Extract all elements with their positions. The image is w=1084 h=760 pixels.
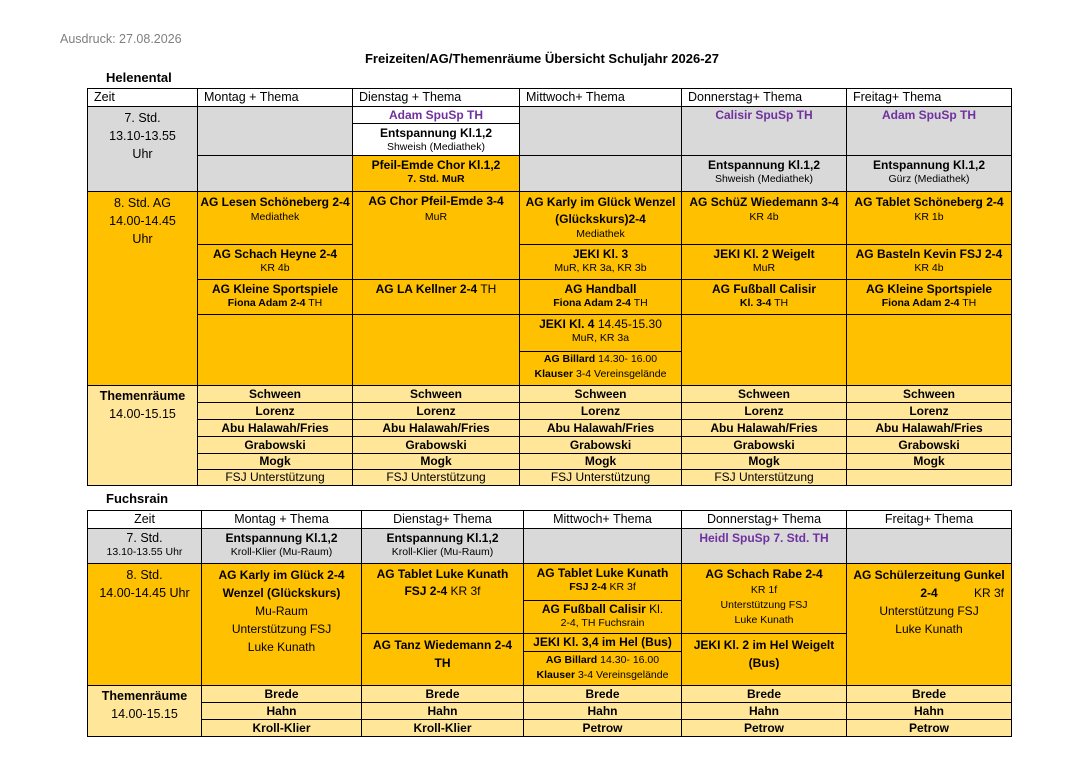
slot-cell (847, 564, 1012, 686)
slot-title: AG SchüZ Wiedemann 3-4 (689, 195, 839, 209)
slot-cell (353, 280, 520, 315)
time-cell: 7. Std. 13.10-13.55 Uhr (88, 529, 202, 564)
teacher-cell: Grabowski (520, 437, 682, 454)
slot-room: KR 1b (914, 211, 944, 223)
slot-title: Entspannung Kl.1,2 (386, 531, 499, 545)
teacher-cell: Lorenz (353, 403, 520, 420)
teacher-cell: Grabowski (847, 437, 1012, 454)
teacher-cell: Abu Halawah/Fries (198, 420, 353, 437)
fsj-cell: FSJ Unterstützung (682, 470, 847, 486)
teacher-cell: Brede (847, 686, 1012, 703)
slot-title: AG Billard (543, 353, 596, 365)
slot-title: JEKI Kl. 3 (572, 247, 629, 261)
page-title: Freizeiten/AG/Themenräume Übersicht Schuljahr 2026-27 (364, 51, 719, 66)
teacher-cell: Hahn (362, 703, 524, 720)
teacher-cell: Abu Halawah/Fries (520, 420, 682, 437)
slot-cell (353, 107, 520, 156)
slot-time: 14.30- 16.00 (598, 353, 658, 365)
slot-title: Entspannung Kl.1,2 (872, 158, 985, 172)
col-header: Donnerstag+ Thema (682, 511, 847, 529)
slot-room: Gürz (Mediathek) (888, 173, 970, 185)
fuchsrain-table (87, 510, 1012, 737)
empty-cell (847, 470, 1012, 486)
slot-room: MuR (424, 211, 448, 223)
slot-cell (198, 245, 353, 280)
slot-room: MuR, KR 3a (571, 332, 630, 344)
slot-cell (682, 107, 847, 156)
slot-room: 7. Std. MuR (407, 173, 465, 185)
slot-cell (847, 156, 1012, 192)
slot-room: MuR (752, 262, 776, 274)
slot-note: Unterstützung FSJ (231, 622, 332, 636)
empty-cell (198, 107, 353, 156)
teacher-cell: Lorenz (847, 403, 1012, 420)
fsj-cell: FSJ Unterstützung (520, 470, 682, 486)
slot-title: Adam SpuSp TH (353, 107, 519, 124)
slot-title: AG Chor Pfeil-Emde 3-4 (368, 194, 504, 208)
slot-cell (202, 564, 362, 686)
slot-cell (682, 192, 847, 245)
col-header: Dienstag+ Thema (362, 511, 524, 529)
slot-title: JEKI Kl. 2 im Hel Weigelt (Bus) (693, 638, 835, 670)
teacher-cell: Grabowski (198, 437, 353, 454)
slot-room: KR 4b (749, 211, 779, 223)
slot-title: AG Karly im Glück Wenzel (Glückskurs)2-4 (525, 195, 676, 226)
slot-title: AG Lesen Schöneberg 2-4 (200, 195, 350, 209)
slot-room: 3-4 Vereinsgelände (577, 669, 669, 681)
slot-room: TH (774, 297, 789, 309)
teacher-cell: Hahn (682, 703, 847, 720)
teacher-cell: Abu Halawah/Fries (682, 420, 847, 437)
slot-room: KR 3f (609, 581, 636, 593)
helenental-table (87, 88, 1012, 486)
teacher-cell: Brede (682, 686, 847, 703)
slot-cell (524, 634, 682, 686)
teacher-cell: Grabowski (682, 437, 847, 454)
teacher-cell: Mogk (198, 454, 353, 470)
section-title-helenental: Helenental (106, 70, 172, 85)
empty-cell (520, 156, 682, 192)
slot-time: 14.30- 16.00 (600, 654, 660, 666)
slot-title: AG Basteln Kevin FSJ 2-4 (855, 247, 1003, 261)
slot-title: JEKI Kl. 3,4 im Hel (Bus) (524, 634, 681, 652)
empty-cell (847, 315, 1012, 386)
slot-cell (520, 315, 682, 386)
slot-title: AG Schülerzeitung Gunkel 2-4 (853, 568, 1005, 600)
col-header: Mittwoch+ Thema (524, 511, 682, 529)
slot-room: KR 1f (750, 584, 778, 596)
empty-cell (524, 529, 682, 564)
slot-cell (198, 192, 353, 245)
slot-title: AG Tablet Schöneberg 2-4 (854, 195, 1004, 209)
teacher-cell: Lorenz (682, 403, 847, 420)
slot-title: AG Fußball Calisir (711, 282, 816, 296)
slot-room: Shweish (Mediathek) (714, 173, 814, 185)
teacher-cell: Hahn (847, 703, 1012, 720)
teacher-cell: Brede (202, 686, 362, 703)
teacher-cell: Brede (362, 686, 524, 703)
empty-cell (198, 156, 353, 192)
col-header: Freitag+ Thema (847, 89, 1012, 107)
slot-cell (362, 564, 524, 634)
slot-title: Pfeil-Emde Chor Kl.1,2 (371, 158, 501, 172)
slot-cell (682, 529, 847, 564)
slot-room: TH (480, 282, 497, 296)
slot-room: TH (962, 297, 977, 309)
time-cell: 8. Std. 14.00-14.45 Uhr (88, 564, 202, 686)
slot-cell (682, 634, 847, 686)
slot-note: Unterstützung FSJ (720, 599, 808, 611)
slot-title: AG Schach Rabe 2-4 (705, 567, 823, 581)
section-title-fuchsrain: Fuchsrain (106, 491, 169, 506)
slot-cell (198, 280, 353, 315)
slot-cell (362, 634, 524, 686)
slot-time: 14.45-15.30 (597, 317, 662, 331)
teacher-cell: Petrow (847, 720, 1012, 737)
teacher-cell: Mogk (847, 454, 1012, 470)
slot-title: AG LA Kellner 2-4 (375, 282, 478, 296)
teacher-cell: Lorenz (198, 403, 353, 420)
slot-cell (682, 564, 847, 634)
time-cell: Themenräume 14.00-15.15 (88, 386, 198, 486)
teacher-cell: Kroll-Klier (202, 720, 362, 737)
slot-title: Adam SpuSp TH (881, 108, 976, 122)
slot-teacher: Kl. 3-4 (739, 297, 772, 309)
slot-cell (682, 245, 847, 280)
slot-room: Kroll-Klier (Mu-Raum) (230, 546, 333, 558)
slot-teacher: Klauser (536, 669, 576, 681)
slot-room: MuR, KR 3a, KR 3b (554, 262, 647, 274)
fsj-cell: FSJ Unterstützung (198, 470, 353, 486)
time-cell: 8. Std. AG 14.00-14.45 Uhr (88, 192, 198, 386)
teacher-cell: Mogk (520, 454, 682, 470)
col-header: Montag + Thema (198, 89, 353, 107)
slot-title: AG Kleine Sportspiele (865, 282, 993, 296)
slot-teacher: Fiona Adam 2-4 (553, 297, 632, 309)
slot-title: JEKI Kl. 4 (539, 317, 595, 331)
slot-cell (202, 529, 362, 564)
slot-teacher: Klauser (534, 368, 574, 380)
col-header: Dienstag + Thema (353, 89, 520, 107)
empty-cell (353, 315, 520, 386)
print-date: Ausdruck: 27.08.2026 (60, 32, 182, 46)
slot-cell (520, 245, 682, 280)
teacher-cell: Schween (198, 386, 353, 403)
teacher-cell: Mogk (682, 454, 847, 470)
teacher-cell: Mogk (353, 454, 520, 470)
empty-cell (847, 529, 1012, 564)
slot-cell (362, 529, 524, 564)
slot-cell (353, 192, 520, 280)
teacher-cell: Schween (682, 386, 847, 403)
slot-room: TH (633, 297, 648, 309)
col-header: Zeit (88, 511, 202, 529)
slot-cell (682, 280, 847, 315)
teacher-cell: Grabowski (353, 437, 520, 454)
slot-title: AG Tablet Luke Kunath (376, 567, 509, 581)
teacher-cell: Schween (520, 386, 682, 403)
time-cell: 7. Std. 13.10-13.55 Uhr (88, 107, 198, 192)
slot-note: Unterstützung FSJ (879, 604, 979, 618)
slot-title: AG Kleine Sportspiele (211, 282, 339, 296)
slot-room: KR 3f (973, 586, 1004, 600)
teacher-cell: Abu Halawah/Fries (847, 420, 1012, 437)
slot-teacher: FSJ 2-4 (569, 581, 607, 593)
slot-title: AG Karly im Glück 2-4 Wenzel (Glückskurs) (218, 568, 345, 600)
slot-room: Mediathek (250, 211, 300, 223)
slot-room: Shweish (Mediathek) (386, 141, 486, 153)
slot-room: 2-4, TH Fuchsrain (560, 617, 645, 629)
teacher-cell: Abu Halawah/Fries (353, 420, 520, 437)
slot-cell (847, 107, 1012, 156)
slot-title: Entspannung Kl.1,2 (225, 531, 338, 545)
col-header: Donnerstag+ Thema (682, 89, 847, 107)
teacher-cell: Schween (353, 386, 520, 403)
slot-title: AG Handball (564, 282, 637, 296)
slot-title: JEKI Kl. 2 Weigelt (713, 247, 815, 261)
slot-title: Heidl SpuSp 7. Std. TH (699, 531, 829, 545)
empty-cell (682, 315, 847, 386)
teacher-cell: Brede (524, 686, 682, 703)
slot-cell (847, 280, 1012, 315)
slot-cell (520, 280, 682, 315)
time-cell: Themenräume 14.00-15.15 (88, 686, 202, 737)
slot-room: Mediathek (576, 228, 625, 240)
slot-teacher: Luke Kunath (247, 640, 316, 654)
slot-teacher: FSJ 2-4 (404, 584, 448, 598)
teacher-cell: Hahn (202, 703, 362, 720)
teacher-cell: Lorenz (520, 403, 682, 420)
slot-cell (682, 156, 847, 192)
teacher-cell: Kroll-Klier (362, 720, 524, 737)
slot-title: AG Fußball Calisir (541, 602, 646, 616)
slot-room: KR 3f (450, 584, 481, 598)
slot-title: Entspannung Kl.1,2 (707, 158, 820, 172)
slot-teacher: Luke Kunath (734, 614, 794, 626)
teacher-cell: Hahn (524, 703, 682, 720)
slot-room: KR 4b (260, 262, 290, 274)
slot-title: Entspannung Kl.1,2 (379, 126, 492, 140)
slot-teacher: Fiona Adam 2-4 (227, 297, 306, 309)
fsj-cell: FSJ Unterstützung (353, 470, 520, 486)
slot-teacher: Fiona Adam 2-4 (881, 297, 960, 309)
slot-cell: AG Tablet Luke Kunath FSJ 2-4 KR 3f AG Fußball Calisir Kl. 2-4, TH Fuchsrain (524, 564, 682, 634)
slot-room: 3-4 Vereinsgelände (575, 368, 667, 380)
slot-cell (353, 156, 520, 192)
slot-room: Mu-Raum (255, 604, 308, 618)
col-header: Montag + Thema (202, 511, 362, 529)
slot-cell (847, 192, 1012, 245)
teacher-cell: Petrow (524, 720, 682, 737)
slot-title: AG Schach Heyne 2-4 (212, 247, 338, 261)
empty-cell (198, 315, 353, 386)
slot-title: AG Billard (545, 654, 598, 666)
slot-title: AG Tanz Wiedemann 2-4 TH (372, 638, 513, 670)
slot-room: Kroll-Klier (Mu-Raum) (391, 546, 494, 558)
slot-teacher: Luke Kunath (895, 622, 963, 636)
empty-cell (520, 107, 682, 156)
col-header: Freitag+ Thema (847, 511, 1012, 529)
slot-cell (520, 192, 682, 245)
col-header: Zeit (88, 89, 198, 107)
teacher-cell: Schween (847, 386, 1012, 403)
slot-title: Calisir SpuSp TH (715, 108, 813, 122)
teacher-cell: Petrow (682, 720, 847, 737)
col-header: Mittwoch+ Thema (520, 89, 682, 107)
slot-room: TH (308, 297, 323, 309)
slot-cell (847, 245, 1012, 280)
slot-room: KR 4b (914, 262, 944, 274)
slot-title: AG Tablet Luke Kunath (536, 566, 669, 580)
